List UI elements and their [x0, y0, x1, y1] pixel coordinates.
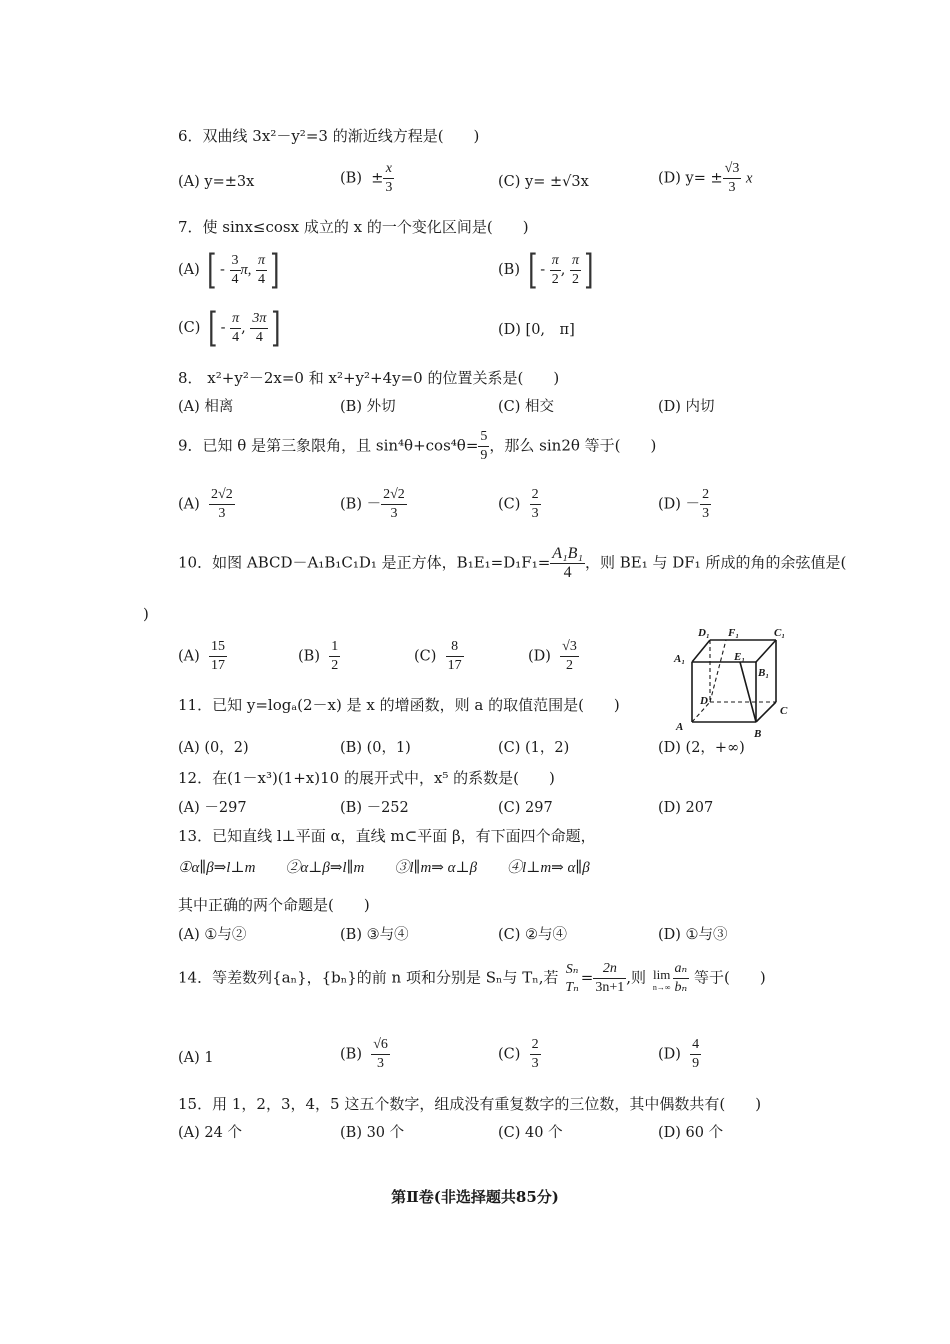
q10-d-fraction [560, 638, 579, 675]
q6-option-b [340, 160, 394, 197]
q14-frac-2n [593, 960, 626, 997]
q15-option-b: (B) 30 个 [340, 1125, 405, 1141]
q9-d-num: 2 [702, 487, 710, 502]
q7-b-label: (B) [498, 262, 520, 278]
left-bracket-icon: [ [527, 247, 538, 293]
q10-b-den: 2 [331, 658, 339, 673]
q9-a-fraction [209, 486, 235, 523]
q11-stem: 11．已知 y=logₐ(2－x) 是 x 的增函数，则 a 的取值范围是( ) [178, 696, 620, 714]
q10-c-den: 17 [447, 658, 462, 673]
q7-b-frac1 [550, 252, 561, 289]
q7-b-minus: - [540, 262, 546, 278]
left-bracket-icon: [ [207, 247, 217, 293]
q7-b-num1: π [551, 252, 559, 268]
q7-c-frac1 [230, 310, 241, 347]
right-bracket-icon: ] [584, 247, 594, 293]
q13-option-b: (B) ③与④ [340, 927, 409, 943]
label-c: C [780, 705, 788, 717]
q14-c-num: 2 [531, 1037, 539, 1052]
q10-option-d [528, 638, 579, 675]
q6-b-label: (B) [340, 170, 362, 187]
q7-b-comma: , [560, 262, 566, 278]
q7-a-minus: - [220, 262, 225, 278]
q13-ask: 其中正确的两个命题是( ) [178, 896, 370, 914]
q7-a-den2: 4 [256, 270, 267, 289]
q15-option-d: (D) 60 个 [658, 1125, 724, 1141]
label-f1: F₁ [728, 627, 740, 639]
q10-a-label: (A) [178, 648, 200, 665]
q14-option-c [498, 1036, 541, 1073]
q9-stem-b: ，那么 sin2θ 等于( ) [489, 436, 657, 455]
q14-f3-num: aₙ [674, 961, 688, 976]
q14-stem-a: 14．等差数列{aₙ}，{bₙ}的前 n 项和分别是 Sₙ与 Tₙ,若 [178, 968, 559, 987]
q7-c-num1: π [232, 310, 240, 326]
q6-d-den: 3 [723, 178, 742, 197]
q7-c-den1: 4 [230, 328, 241, 347]
q9-stem-a: 9．已知 θ 是第三象限角，且 sin⁴θ+cos⁴θ= [178, 436, 479, 455]
q14-lim: lim [653, 966, 671, 982]
q6-b-num: x [385, 161, 392, 176]
q10-d-label: (D) [528, 648, 551, 665]
q14-b-label: (B) [340, 1046, 362, 1063]
q6-d-fraction [723, 160, 742, 197]
q12-stem: 12．在(1－x³)(1+x)10 的展开式中，x⁵ 的系数是( ) [178, 769, 555, 787]
q14-d-num: 4 [692, 1037, 700, 1052]
q10-stem [178, 545, 846, 582]
label-d: D [700, 695, 708, 707]
q9-d-fraction [700, 486, 711, 523]
q7-a-den1: 4 [231, 271, 239, 287]
q13-stem: 13．已知直线 l⊥平面 α，直线 m⊂平面 β，有下面四个命题， [178, 827, 596, 845]
segment-b-e1 [740, 662, 756, 722]
q14-option-d [658, 1036, 701, 1073]
q9-option-c [498, 486, 541, 523]
label-c1: C₁ [774, 627, 786, 639]
q12-option-a: (A) －297 [178, 800, 247, 816]
right-bracket-icon: ] [271, 305, 281, 351]
q14-frac-a-b [673, 960, 690, 997]
label-b1: B₁ [758, 667, 770, 679]
q14-b-den: 3 [371, 1054, 390, 1073]
q10-b-fraction [329, 638, 340, 675]
q15-option-a: (A) 24 个 [178, 1125, 242, 1141]
q12-option-b: (B) －252 [340, 800, 409, 816]
q7-c-den2: 4 [250, 328, 268, 347]
q7-c-frac2 [250, 310, 268, 347]
q10-c-fraction [446, 638, 464, 675]
q10-b-num: 1 [331, 639, 339, 654]
label-d1: D₁ [698, 627, 710, 639]
q8-option-b: (B) 外切 [340, 399, 396, 415]
label-e1: E₁ [734, 651, 746, 663]
q6-d-tail: x [745, 170, 753, 187]
q15-stem: 15．用 1，2，3，4，5 这五个数字，组成没有重复数字的三位数，其中偶数共有( ) [178, 1095, 762, 1113]
q10-stem-fraction [550, 545, 585, 582]
q8-stem: 8． x²+y²－2x=0 和 x²+y²+4y=0 的位置关系是( ) [178, 369, 560, 387]
q6-option-d [658, 160, 752, 197]
q6-option-a: (A) y=±3x [178, 174, 255, 190]
q7-b-den1: 2 [550, 270, 561, 289]
q14-stem-c: 等于( ) [694, 968, 766, 987]
q10-option-b [298, 638, 340, 675]
q10-a-num: 15 [211, 639, 226, 654]
q11-option-a: (A) (0，2) [178, 740, 249, 756]
q7-option-b [498, 247, 597, 293]
q8-option-a: (A) 相离 [178, 399, 234, 415]
q9-option-d [658, 486, 711, 523]
hidden-segment-d-f1 [710, 640, 726, 702]
q7-c-minus: - [220, 320, 226, 336]
q9-c-num: 2 [531, 487, 539, 502]
q10-option-c [414, 638, 464, 675]
q10-stem-a: 10．如图 ABCD－A₁B₁C₁D₁ 是正方体，B₁E₁=D₁F₁= [178, 553, 551, 572]
q12-option-c: (C) 297 [498, 800, 553, 816]
q10-c-label: (C) [414, 648, 437, 665]
q10-option-a [178, 638, 227, 675]
right-bracket-icon: ] [270, 247, 280, 293]
q7-a-num2: π [258, 252, 266, 268]
q7-a-frac2 [256, 252, 267, 289]
q14-b-fraction [371, 1036, 390, 1073]
q14-f2-num: 2n [602, 961, 617, 976]
q7-c-comma: , [241, 320, 246, 336]
label-a1: A₁ [674, 653, 686, 665]
q9-d-den: 3 [702, 506, 710, 521]
q6-d-label: (D) y= ± [658, 170, 723, 187]
q6-b-fraction [383, 160, 394, 197]
q7-b-num2: π [571, 252, 579, 268]
q7-option-c [178, 305, 284, 351]
q14-c-fraction [530, 1036, 541, 1073]
q14-f3-den: bₙ [674, 980, 688, 995]
q10-stem-num: A₁B₁ [552, 545, 583, 562]
q14-option-a: (A) 1 [178, 1050, 214, 1066]
q9-a-den: 3 [209, 504, 235, 523]
q9-a-num: 2√2 [211, 487, 233, 502]
q14-b-num: √6 [373, 1037, 388, 1052]
q9-d-label: (D) － [658, 496, 701, 513]
q7-c-num2: 3π [252, 310, 267, 326]
q9-c-fraction [530, 486, 541, 523]
q9-a-label: (A) [178, 496, 200, 513]
q7-b-frac2 [570, 252, 581, 289]
q8-option-d: (D) 内切 [658, 399, 715, 415]
label-a: A [676, 721, 684, 733]
q9-stem-den: 9 [480, 448, 488, 463]
q14-limit [651, 966, 673, 992]
q7-a-label: (A) [178, 262, 200, 278]
q9-b-den: 3 [381, 504, 407, 523]
q14-eq: = [580, 968, 594, 987]
q9-stem-num: 5 [480, 429, 488, 444]
q10-d-num: √3 [562, 639, 577, 654]
q14-f1-den: Tₙ [565, 979, 579, 995]
q9-option-b [340, 486, 407, 523]
q14-d-den: 9 [692, 1056, 700, 1071]
q7-a-num1: 3 [231, 252, 239, 268]
q14-lim-sub: n→∞ [652, 982, 671, 992]
section-title: 第Ⅱ卷(非选择题共85分) [391, 1188, 559, 1206]
q14-option-b [340, 1036, 390, 1073]
q10-a-fraction [209, 638, 227, 675]
q13-propositions: ①α∥β⇒l⊥m ②α⊥β⇒l∥m ③l∥m⇒ α⊥β ④l⊥m⇒ α∥β [178, 860, 590, 876]
q9-c-den: 3 [531, 506, 539, 521]
q7-option-a [178, 247, 283, 293]
q8-option-c: (C) 相交 [498, 399, 555, 415]
q9-stem-fraction [478, 428, 489, 465]
edge-b1-c1 [756, 640, 776, 662]
edge-b-c [756, 702, 776, 722]
q9-b-fraction [381, 486, 407, 523]
q10-a-den: 17 [211, 658, 226, 673]
q6-b-den: 3 [385, 180, 393, 195]
cube-figure [670, 622, 800, 744]
q10-stem-tail: ) [143, 605, 149, 623]
q14-f2-den: 3n+1 [595, 980, 625, 995]
q9-stem [178, 428, 656, 465]
q7-stem: 7．使 sinx≤cosx 成立的 x 的一个变化区间是( ) [178, 218, 529, 236]
q14-stem-b: ,则 [626, 968, 647, 987]
q14-c-den: 3 [531, 1056, 539, 1071]
q9-b-label: (B) － [340, 496, 382, 513]
q7-b-den2: 2 [570, 270, 581, 289]
q11-option-b: (B) (0，1) [340, 740, 411, 756]
q13-option-d: (D) ①与③ [658, 927, 728, 943]
q10-d-den: 2 [560, 656, 579, 675]
q6-d-num: √3 [724, 161, 740, 176]
q10-stem-den: 4 [550, 563, 585, 582]
q14-d-label: (D) [658, 1046, 681, 1063]
q6-b-pm: ± [371, 170, 384, 187]
q10-stem-b: ，则 BE₁ 与 DF₁ 所成的角的余弦值是( [584, 553, 847, 572]
q12-option-d: (D) 207 [658, 800, 714, 816]
q11-option-d: (D) (2，+∞) [658, 740, 745, 756]
edge-a1-d1 [692, 640, 710, 662]
q15-option-c: (C) 40 个 [498, 1125, 563, 1141]
q14-stem [178, 960, 766, 997]
q10-c-num: 8 [451, 639, 459, 654]
label-b: B [754, 728, 762, 740]
q9-b-num: 2√2 [383, 487, 405, 502]
q14-d-fraction [690, 1036, 701, 1073]
q6-stem: 6．双曲线 3x²－y²=3 的渐近线方程是( ) [178, 127, 480, 145]
q10-b-label: (B) [298, 648, 320, 665]
q9-c-label: (C) [498, 496, 521, 513]
q7-a-frac1 [230, 252, 241, 289]
q13-option-a: (A) ①与② [178, 927, 247, 943]
q14-f1-num: Sₙ [565, 961, 579, 977]
q9-option-a [178, 486, 235, 523]
left-bracket-icon: [ [208, 305, 218, 351]
q7-c-label: (C) [178, 320, 201, 336]
q11-option-c: (C) (1，2) [498, 740, 570, 756]
q14-frac-s-t [563, 961, 580, 997]
q14-c-label: (C) [498, 1046, 521, 1063]
q13-option-c: (C) ②与④ [498, 927, 568, 943]
q6-option-c: (C) y= ±√3x [498, 174, 589, 190]
q7-option-d: (D) [0, π] [498, 322, 575, 338]
q7-a-pi: π, [240, 262, 252, 278]
